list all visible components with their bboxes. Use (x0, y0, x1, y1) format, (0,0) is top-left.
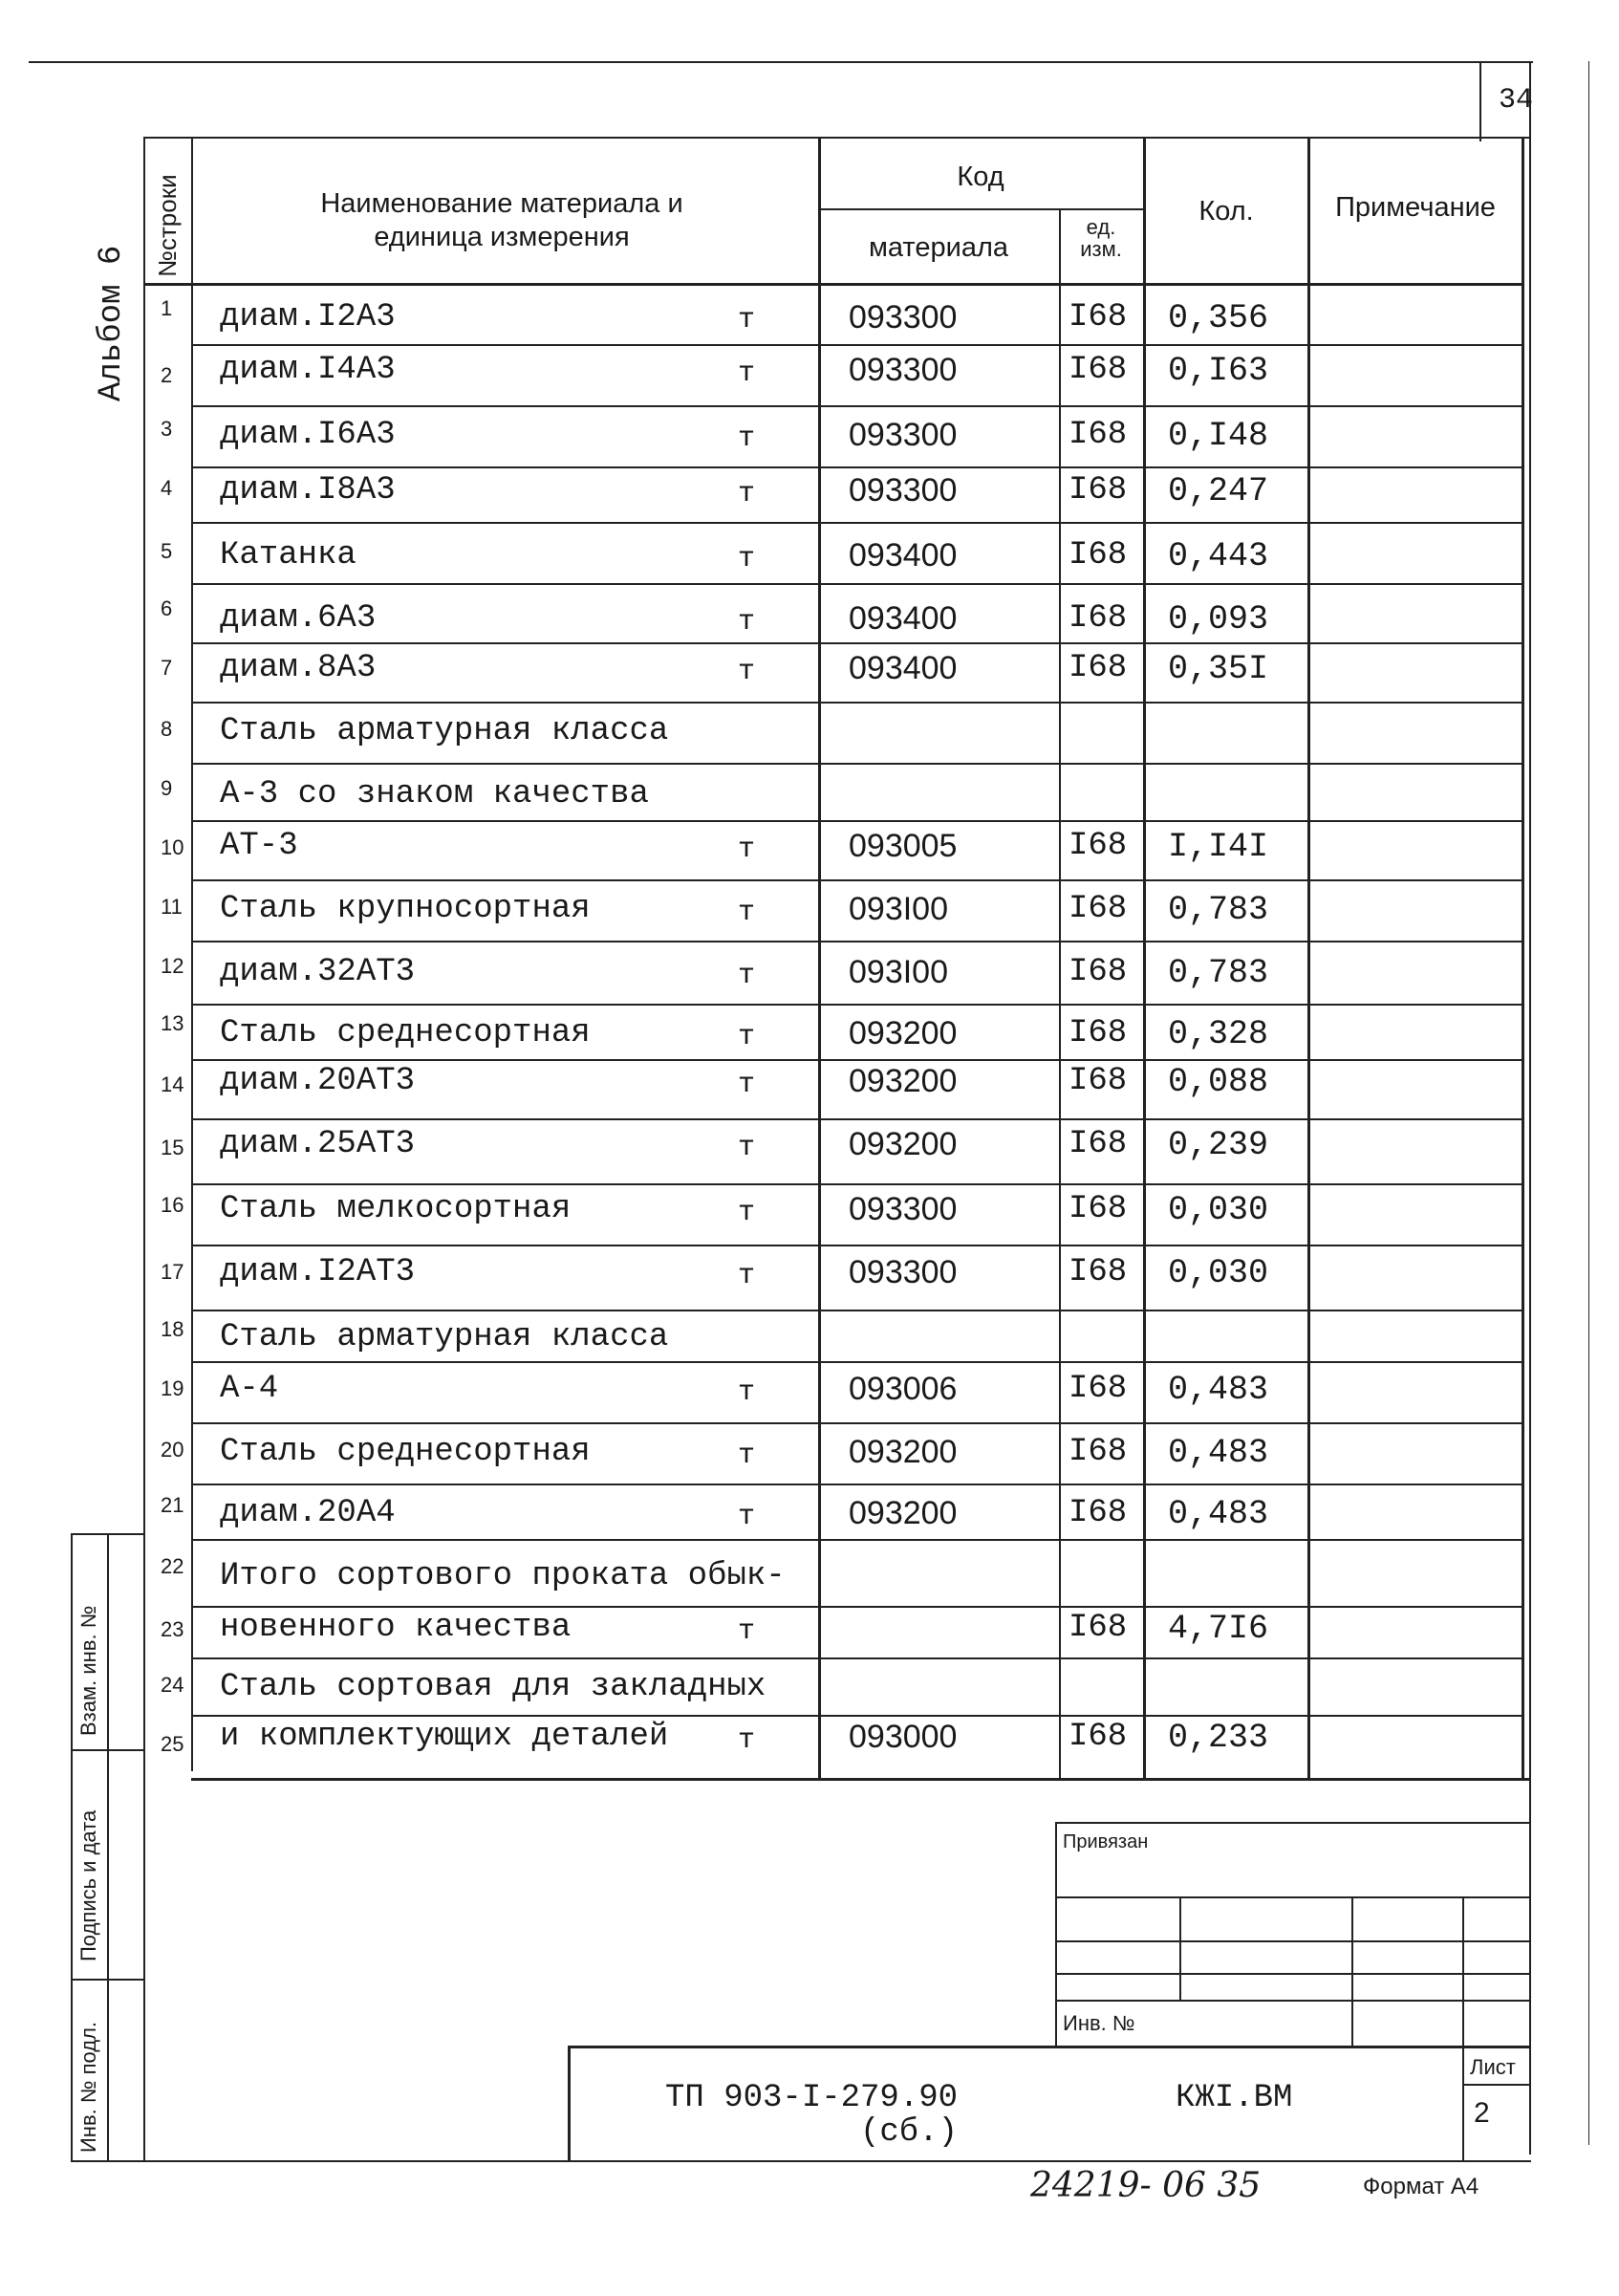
material-code: 093000 (849, 1719, 958, 1755)
row-line (191, 879, 1522, 881)
unit: т (737, 1197, 755, 1229)
row-line (191, 1606, 1522, 1608)
album-label: Альбом 6 (94, 245, 130, 401)
unit: т (737, 897, 755, 929)
tb-left (1055, 1822, 1057, 2046)
quantity: 0,483 (1168, 1371, 1269, 1409)
quantity: I,I4I (1168, 828, 1269, 866)
quantity: 0,483 (1168, 1434, 1269, 1472)
material-name: и комплектующих деталей (220, 1719, 669, 1755)
material-name: диам.I4А3 (220, 352, 396, 388)
unit-code: I68 (1069, 417, 1128, 453)
row-line (191, 1422, 1522, 1424)
unit: т (737, 1260, 755, 1292)
qty-col-line (1143, 137, 1146, 1779)
row-number: 6 (161, 596, 173, 620)
quantity: 0,239 (1168, 1126, 1269, 1164)
unit: т (737, 478, 755, 510)
document-code-sub: (сб.) (860, 2114, 959, 2151)
row-line (191, 702, 1522, 704)
row-line (191, 1539, 1522, 1541)
unit: т (737, 1501, 755, 1533)
row-number: 2 (161, 363, 173, 387)
quantity: 0,483 (1168, 1495, 1269, 1533)
material-code: 093300 (849, 299, 958, 336)
material-code: 093200 (849, 1063, 958, 1099)
row-line (191, 820, 1522, 822)
frame-right-line (1529, 61, 1531, 2155)
material-code: 093005 (849, 828, 958, 864)
stamp-inv-podl: Инв. № подл. (76, 2021, 100, 2153)
stamp-vzam-inv: Взам. инв. № (76, 1605, 100, 1736)
unit: т (737, 1440, 755, 1472)
row-number: 19 (161, 1376, 184, 1400)
row-number: 11 (161, 895, 183, 919)
quantity: 0,I48 (1168, 417, 1269, 455)
row-number: 17 (161, 1260, 184, 1284)
unit-code: I68 (1069, 891, 1128, 927)
unit-code: I68 (1069, 1015, 1128, 1051)
quantity: 0,783 (1168, 891, 1269, 929)
row-number: 23 (161, 1617, 184, 1641)
row-line (191, 405, 1522, 407)
material-code: 093300 (849, 417, 958, 453)
header-quantity: Кол. (1198, 196, 1254, 227)
material-name: Катанка (220, 537, 356, 574)
material-name: диам.I2АТ3 (220, 1254, 416, 1290)
row-line (191, 1004, 1522, 1006)
page-number-box-left (1479, 61, 1481, 141)
code-unit-col-line (1059, 208, 1061, 1779)
row-number: 18 (161, 1317, 184, 1341)
document-mark: КЖI.ВМ (1176, 2080, 1293, 2116)
material-code: 093200 (849, 1015, 958, 1051)
tb-main-left (568, 2046, 571, 2160)
side-stamp-div1 (71, 1749, 145, 1751)
row-line (191, 583, 1522, 585)
side-stamp-top (71, 1533, 145, 1535)
quantity: 0,I63 (1168, 352, 1269, 390)
row-number: 3 (161, 417, 173, 441)
quantity: 0,328 (1168, 1015, 1269, 1053)
material-name: АТ-3 (220, 828, 298, 864)
material-name: Сталь среднесортная (220, 1015, 591, 1051)
top-border-line (29, 61, 1533, 63)
material-code: 093200 (849, 1495, 958, 1531)
row-number: 10 (161, 835, 184, 859)
material-name: диам.8А3 (220, 650, 377, 686)
row-number: 24 (161, 1673, 184, 1697)
row-number: 22 (161, 1554, 184, 1578)
material-name: Итого сортового проката обык- (220, 1558, 786, 1594)
quantity: 0,35I (1168, 650, 1269, 688)
header-row-number: №строки (153, 174, 182, 277)
unit-code: I68 (1069, 650, 1128, 686)
material-name: Сталь арматурная класса (220, 1319, 669, 1355)
quantity: 0,247 (1168, 472, 1269, 510)
material-name: Сталь мелкосортная (220, 1191, 572, 1227)
unit: т (737, 543, 755, 575)
row-number: 14 (161, 1072, 184, 1096)
stamp-signature-date: Подпись и дата (76, 1809, 100, 1961)
name-col-line (818, 137, 821, 1779)
table-left-line (143, 137, 145, 2161)
material-code: 093400 (849, 600, 958, 637)
unit-code: I68 (1069, 1254, 1128, 1290)
tb-v3 (1462, 1896, 1464, 2160)
row-line (191, 1183, 1522, 1185)
quantity: 0,443 (1168, 537, 1269, 575)
table-right-line (1522, 137, 1524, 1779)
page-right-edge (1588, 61, 1589, 2145)
unit-code: I68 (1069, 352, 1128, 388)
row-line (191, 1245, 1522, 1246)
material-name: Сталь крупносортная (220, 891, 591, 927)
note-col-line (1307, 137, 1310, 1779)
row-number: 1 (161, 296, 173, 320)
material-code: 093300 (849, 1191, 958, 1227)
sheet-number: 2 (1474, 2097, 1490, 2129)
unit-code: I68 (1069, 472, 1128, 509)
row-line (191, 344, 1522, 346)
header-material-name: Наименование материала и единица измерения (320, 188, 683, 252)
handwritten-number: 24219- 06 35 (1030, 2166, 1262, 2205)
tb-sheet-line (1462, 2084, 1529, 2086)
row-number: 7 (161, 656, 173, 680)
row-number: 9 (161, 776, 173, 800)
privyazan-label: Привязан (1063, 1831, 1149, 1852)
unit-code: I68 (1069, 1719, 1128, 1755)
unit-code: I68 (1069, 1434, 1128, 1470)
row-line (191, 1484, 1522, 1485)
row-line (191, 1118, 1522, 1120)
unit-code: I68 (1069, 954, 1128, 990)
material-name: диам.6А3 (220, 600, 377, 637)
header-code-unit: ед. изм. (1080, 215, 1122, 262)
row-number: 16 (161, 1193, 184, 1217)
unit-code: I68 (1069, 537, 1128, 574)
material-code: 093200 (849, 1126, 958, 1162)
unit: т (737, 1069, 755, 1101)
unit: т (737, 1724, 755, 1757)
row-number: 12 (161, 954, 184, 978)
material-name: А-4 (220, 1371, 279, 1407)
material-name: диам.32АТ3 (220, 954, 416, 990)
material-name: диам.20А4 (220, 1495, 396, 1531)
unit: т (737, 1376, 755, 1409)
row-line (191, 1310, 1522, 1311)
unit-code: I68 (1069, 1191, 1128, 1227)
row-number: 15 (161, 1136, 184, 1159)
header-bottom-line (143, 283, 1524, 286)
unit: т (737, 834, 755, 866)
unit: т (737, 1021, 755, 1053)
tb-main-top (568, 2046, 1529, 2048)
material-code: 093I00 (849, 891, 948, 927)
row-line (191, 763, 1522, 765)
unit: т (737, 357, 755, 390)
row-number: 25 (161, 1732, 184, 1756)
row-line (191, 466, 1522, 468)
quantity: 0,356 (1168, 299, 1269, 337)
header-code-material: материала (868, 232, 1009, 263)
material-code: 093400 (849, 650, 958, 686)
row-number: 4 (161, 476, 173, 500)
side-stamp-bottom (71, 2160, 1531, 2162)
unit-code: I68 (1069, 828, 1128, 864)
sheet-label: Лист (1470, 2055, 1516, 2079)
tb-line4 (1055, 2000, 1529, 2002)
unit-code: I68 (1069, 1126, 1128, 1162)
side-stamp-div2 (71, 1979, 145, 1981)
row-number: 20 (161, 1438, 184, 1462)
material-name: диам.I8А3 (220, 472, 396, 509)
unit-code: I68 (1069, 1610, 1128, 1646)
material-code: 093200 (849, 1434, 958, 1470)
material-name: диам.I6А3 (220, 417, 396, 453)
material-code: 093006 (849, 1371, 958, 1407)
tb-v2 (1351, 1896, 1353, 2046)
unit: т (737, 422, 755, 455)
code-header-divider (818, 208, 1143, 210)
material-name: диам.25АТ3 (220, 1126, 416, 1162)
quantity: 0,030 (1168, 1191, 1269, 1229)
row-number: 21 (161, 1493, 184, 1517)
quantity: 0,093 (1168, 600, 1269, 639)
material-name: новенного качества (220, 1610, 572, 1646)
material-name: диам.I2А3 (220, 299, 396, 336)
header-note: Примечание (1335, 192, 1496, 223)
unit-code: I68 (1069, 299, 1128, 336)
tb-line3 (1055, 1973, 1529, 1975)
quantity: 4,7I6 (1168, 1610, 1269, 1648)
tb-line1 (1055, 1896, 1529, 1898)
row-number: 5 (161, 539, 173, 563)
quantity: 0,233 (1168, 1719, 1269, 1757)
row-line (191, 1361, 1522, 1363)
inv-no-label: Инв. № (1063, 2011, 1135, 2035)
unit: т (737, 1132, 755, 1164)
unit-code: I68 (1069, 600, 1128, 637)
material-code: 093I00 (849, 954, 948, 990)
tb-v1 (1179, 1896, 1181, 2000)
quantity: 0,088 (1168, 1063, 1269, 1101)
row-line (191, 941, 1522, 942)
unit-code: I68 (1069, 1063, 1128, 1099)
quantity: 0,030 (1168, 1254, 1269, 1292)
material-code: 093300 (849, 472, 958, 509)
unit: т (737, 1615, 755, 1648)
material-code: 093300 (849, 1254, 958, 1290)
material-name: А-3 со знаком качества (220, 776, 649, 812)
tb-top (1055, 1822, 1529, 1824)
material-name: Сталь среднесортная (220, 1434, 591, 1470)
material-name: Сталь сортовая для закладных (220, 1669, 766, 1705)
unit-code: I68 (1069, 1371, 1128, 1407)
side-stamp-mid (107, 1533, 109, 2160)
row-number: 8 (161, 717, 173, 741)
row-line (191, 522, 1522, 524)
document-code: ТП 903-I-279.90 (665, 2080, 959, 2116)
quantity: 0,783 (1168, 954, 1269, 992)
material-name: диам.20АТ3 (220, 1063, 416, 1099)
row-line (191, 1715, 1522, 1717)
row-line (191, 1059, 1522, 1061)
side-stamp-left (71, 1533, 73, 2160)
table-top-line (143, 137, 1529, 139)
material-code: 093400 (849, 537, 958, 574)
unit: т (737, 960, 755, 992)
format-label: Формат А4 (1363, 2174, 1479, 2199)
row-line (191, 642, 1522, 644)
table-bottom-line (191, 1778, 1529, 1781)
row-line (191, 1657, 1522, 1659)
material-name: Сталь арматурная класса (220, 713, 669, 749)
material-code: 093300 (849, 352, 958, 388)
tb-line2 (1055, 1940, 1529, 1942)
unit: т (737, 606, 755, 639)
page-number: 34 (1499, 84, 1534, 117)
unit: т (737, 304, 755, 336)
row-number: 13 (161, 1011, 184, 1035)
header-code: Код (957, 162, 1004, 192)
unit-code: I68 (1069, 1495, 1128, 1531)
unit: т (737, 656, 755, 688)
